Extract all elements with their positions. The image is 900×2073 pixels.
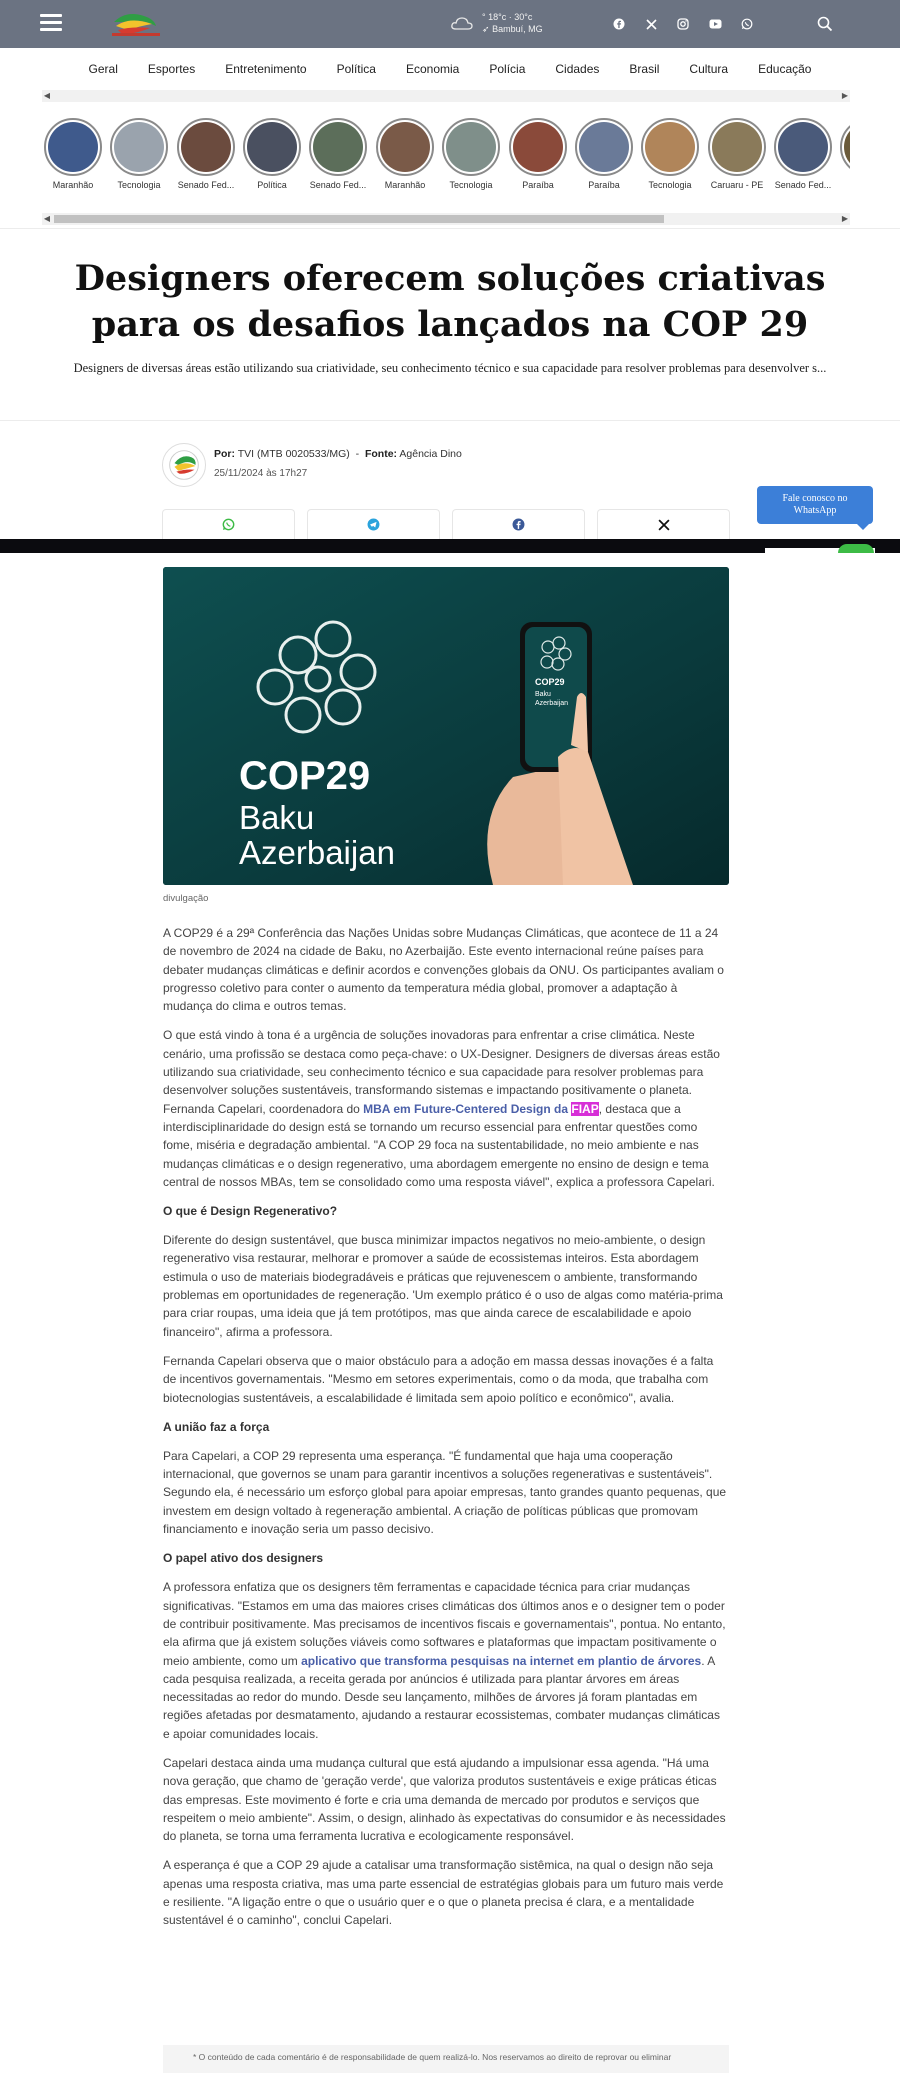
section-heading: O que é Design Regenerativo? [163, 1204, 338, 1219]
whatsapp-contact-tooltip[interactable] [757, 486, 873, 524]
story-label: Tecnologia [648, 180, 692, 190]
article-paragraph: A COP29 é a 29ª Conferência das Nações Unidas sobre Mudanças Climáticas, que acontece de 11 a 24 de novembro de 2024 na cidade de Baku, no Azerbaijão. Este evento internacional reúne países para debater mudanças climáticas e definir acordos e convenções globais da ONU. Os participantes avaliam o progresso coletivo para conter o aumento da temperatura média global, promover a adaptação à mudança do clima e outros temas. [163, 926, 724, 1014]
story-thumbnail [247, 122, 297, 172]
story-thumbnail [446, 122, 496, 172]
stories-row [42, 118, 850, 198]
story-item[interactable] [440, 118, 502, 190]
x-icon [658, 519, 670, 531]
article-title: Designers oferecem soluções criativas para os desafios lançados na COP 29 [74, 258, 826, 345]
story-item[interactable] [307, 118, 369, 190]
author-name[interactable]: TVI (MTB 0020533/MG) [237, 448, 350, 460]
article-paragraph: Capelari destaca ainda uma mudança cultural que está ajudando a impulsionar essa agenda. "Há uma nova geração, que chamo de 'geração verde', que valoriza produtos sustentáveis e exige práticas éticas das empresas. Este movimento é forte e cria uma demanda de mercado por produtos e serviços que respeitem o meio ambiente". Assim, o design, alinhado às expectativas do consumidor e às necessidades do planeta, se torna uma ferramenta lucrativa e ecologicamente responsável. [163, 1755, 726, 1844]
story-thumbnail [844, 122, 850, 172]
story-label: Caruaru - PE [710, 180, 764, 190]
location-icon: ➶ [482, 24, 490, 34]
site-logo[interactable] [106, 8, 166, 38]
phone-text: Azerbaijan [535, 700, 569, 707]
nav-item-cultura[interactable]: Cultura [689, 62, 729, 76]
nav-item-cidades[interactable]: Cidades [555, 62, 600, 76]
section-heading: A união faz a força [163, 1419, 270, 1434]
article-body [163, 924, 729, 1941]
story-label: Senado Fed... [309, 180, 367, 190]
nav-item-entretenimento[interactable]: Entretenimento [225, 62, 307, 76]
section-heading: O papel ativo dos designers [163, 1551, 324, 1566]
link-text: MBA em Future-Centered Design da [363, 1101, 572, 1116]
search-icon[interactable] [815, 14, 835, 34]
comment-disclaimer: * O conteúdo de cada comentário é de responsabilidade de quem realizá-lo. Nos reservamos ao direito de reprovar ou eliminar [163, 2045, 729, 2073]
facebook-icon[interactable] [608, 14, 630, 34]
article-paragraph: Diferente do design sustentável, que busca minimizar impactos negativos no meio-ambiente, o design regenerativo visa restaurar, melhorar e promover a saúde de ecossistemas inteiros. Esta abordagem estimula o uso de materiais biodegradáveis e práticas que rejuvenescem o ambiente, transformando problemas em oportunidades de regeneração. 'Um exemplo prático é o uso de algas como matéria-prima para criar roupas, uma ideia que já tem protótipos, mas que ainda carece de escalabilidade e apoio financeiro", afirma a professora. [163, 1233, 723, 1339]
whatsapp-icon[interactable] [736, 14, 758, 34]
article-paragraph: Para Capelari, a COP 29 representa uma esperança. "É fundamental que haja uma cooperação internacional, que governos se unam para garantir incentivos a soluções regenerativas e sustentáveis". Segundo ela, é necessário um esforço global para apoiar empresas, tanto grandes quanto pequenas, que investem em design voltado à regeneração ambiental. A criação de políticas públicas que promovam financiamento e inovação seria um passo decisivo. [163, 1448, 727, 1537]
category-nav [0, 58, 900, 80]
paragraph-text: A professora enfatiza que os designers têm ferramentas e capacidade técnica para criar mudanças significativas. "Estamos em uma das maiores crises climáticas dos últimos anos e o designer tem o poder de contribuir positivamente. Mas precisamos de incentivos fiscais e governamentais", pontua. No entanto, ela afirma que já existem soluções viáveis como softwares e plataformas que impactam positivamente o meio ambiente, como um [163, 1580, 726, 1668]
share-whatsapp-button[interactable] [162, 509, 295, 539]
article-subtitle: Designers de diversas áreas estão utilizando sua criatividade, seu conhecimento técnico e sua capacidade para resolver problemas para desenvolver s... [73, 361, 827, 375]
story-item[interactable] [507, 118, 569, 190]
story-label: Tecnologia [117, 180, 161, 190]
story-label: Paraíba [588, 180, 620, 190]
author-avatar[interactable] [162, 443, 206, 487]
story-item[interactable] [374, 118, 436, 190]
story-item[interactable] [772, 118, 834, 190]
scroll-left-icon[interactable]: ◀ [43, 214, 51, 223]
telegram-icon [367, 518, 380, 531]
paragraph-text: . A cada pesquisa realizada, a receita gerada por anúncios é utilizada para plantar árvores em áreas necessitadas ao redor do mundo. Desde seu lançamento, milhões de árvores já foram plantadas em regiões afetadas por desmatamento, ajudando a restaurar ecossistemas, combater mudanças climáticas e apoiar comunidades locais. [163, 1653, 720, 1741]
story-thumbnail [778, 122, 828, 172]
article-paragraph [163, 1578, 729, 1743]
x-icon[interactable] [640, 14, 662, 34]
temperature-range: ° 18°c · 30°c [482, 12, 533, 22]
link-text-highlight: FIAP [571, 1101, 599, 1116]
nav-item-policia[interactable]: Polícia [489, 62, 526, 76]
scroll-right-icon[interactable]: ▶ [841, 214, 849, 223]
nav-item-politica[interactable]: Política [336, 62, 376, 76]
story-thumbnail [712, 122, 762, 172]
scroll-right-icon[interactable]: ▶ [841, 91, 849, 100]
story-label: Maranhão [384, 180, 426, 190]
story-item[interactable] [838, 118, 850, 176]
nav-item-economia[interactable]: Economia [405, 62, 460, 76]
byline-separator: - [355, 448, 360, 460]
cloud-icon [450, 15, 474, 31]
share-telegram-button[interactable] [307, 509, 440, 539]
scrollbar-thumb[interactable] [54, 215, 664, 223]
source-label: Fonte: [364, 448, 398, 460]
story-thumbnail [645, 122, 695, 172]
story-thumbnail [579, 122, 629, 172]
story-label: Senado Fed... [774, 180, 832, 190]
paragraph-text: O que está vindo à tona é a urgência de soluções inovadoras para enfrentar a crise climática. Neste cenário, uma profissão se destaca como peça-chave: o UX-Designer. Designers de diversas áreas estão utilizando sua criatividade, seu conhecimento técnico e sua capacidade para resolver problemas para desenvolver soluções sustentáveis, transformando sistemas e impactando positivamente o planeta. Fernanda Capelari, coordenadora do [163, 1028, 720, 1116]
hero-subline: Azerbaijan [239, 834, 395, 871]
story-item[interactable] [175, 118, 237, 190]
byline-label: Por: [214, 448, 235, 460]
story-thumbnail [48, 122, 98, 172]
phone-text: COP29 [535, 677, 565, 687]
hamburger-menu-icon[interactable] [40, 14, 62, 32]
story-thumbnail [380, 122, 430, 172]
article-paragraph: Fernanda Capelari observa que o maior obstáculo para a adoção em massa dessas inovações é a falta de incentivos governamentais. "Mesmo em setores experimentais, como o da moda, que trabalha com biotecnologias sustentáveis, a escalabilidade é limitada sem apoio político e econômico", avalia. [163, 1353, 714, 1405]
youtube-icon[interactable] [704, 14, 726, 34]
story-item[interactable] [42, 118, 104, 190]
story-label: Tecnologia [449, 180, 493, 190]
story-thumbnail [114, 122, 164, 172]
instagram-icon[interactable] [672, 14, 694, 34]
mba-fiap-link[interactable] [363, 1102, 599, 1116]
share-facebook-button[interactable] [452, 509, 585, 539]
section-divider [0, 228, 900, 229]
nav-item-geral[interactable]: Geral [88, 62, 118, 76]
article-paragraph: A esperança é que a COP 29 ajude a catalisar uma transformação sistêmica, na qual o design não seja apenas uma resposta criativa, mas uma parte essencial de estratégias globais para um futuro mais verde e resiliente. "A ligação entre o que o usuário quer e o que o planeta precisa é clara, e a mentalidade sustentável é o caminho", conclui Capelari. [163, 1858, 724, 1928]
weather-widget [450, 8, 543, 38]
hero-subline: Baku [239, 799, 315, 836]
story-label: Senado Fed... [177, 180, 235, 190]
nav-item-educacao[interactable]: Educação [758, 62, 812, 76]
whatsapp-icon [222, 518, 235, 531]
story-label: Política [257, 180, 287, 190]
tree-app-link[interactable]: aplicativo que transforma pesquisas na internet em plantio de árvores [301, 1653, 702, 1668]
source-name: Agência Dino [399, 448, 462, 460]
story-item[interactable] [108, 118, 170, 190]
phone-text: Baku [535, 691, 551, 698]
story-item[interactable] [706, 118, 768, 190]
tooltip-line: Fale conosco no [782, 493, 848, 504]
article-paragraph [163, 1026, 729, 1191]
top-header [0, 0, 900, 48]
weather-city: Bambuí, MG [492, 24, 543, 34]
story-label: Maranhão [52, 180, 94, 190]
story-item[interactable] [639, 118, 701, 190]
nav-scrollbar[interactable] [42, 90, 850, 102]
hero-headline: COP29 [239, 754, 371, 798]
image-caption: divulgação [163, 893, 209, 904]
facebook-icon [512, 518, 525, 531]
nav-item-brasil[interactable]: Brasil [629, 62, 660, 76]
story-item[interactable] [573, 118, 635, 190]
section-divider [0, 420, 900, 421]
social-links [608, 14, 758, 34]
nav-item-esportes[interactable]: Esportes [147, 62, 196, 76]
article-hero-image [163, 567, 729, 885]
story-thumbnail [313, 122, 363, 172]
scroll-left-icon[interactable]: ◀ [43, 91, 51, 100]
stories-scrollbar[interactable] [42, 213, 850, 225]
byline [214, 448, 462, 460]
share-x-button[interactable] [597, 509, 730, 539]
whatsapp-float-button[interactable] [838, 544, 874, 553]
tooltip-line: WhatsApp [793, 505, 837, 516]
story-thumbnail [513, 122, 563, 172]
story-label: Paraíba [522, 180, 554, 190]
publish-date: 25/11/2024 às 17h27 [214, 468, 308, 479]
story-thumbnail [181, 122, 231, 172]
paragraph-text: , destaca que a interdisciplinaridade do design está se tornando um recurso essencial para enfrentar questões como fome, miséria e degradação ambiental. "A COP 29 foca na sustentabilidade, no meio ambiente e nas mudanças climáticas e o design regenerativo, uma abordagem emergente no ensino de design e tema central de nossos MBAs, tem se consolidado como uma resposta viável", explica a professora Capelari. [163, 1101, 715, 1189]
story-item[interactable] [241, 118, 303, 190]
share-buttons [162, 509, 730, 539]
